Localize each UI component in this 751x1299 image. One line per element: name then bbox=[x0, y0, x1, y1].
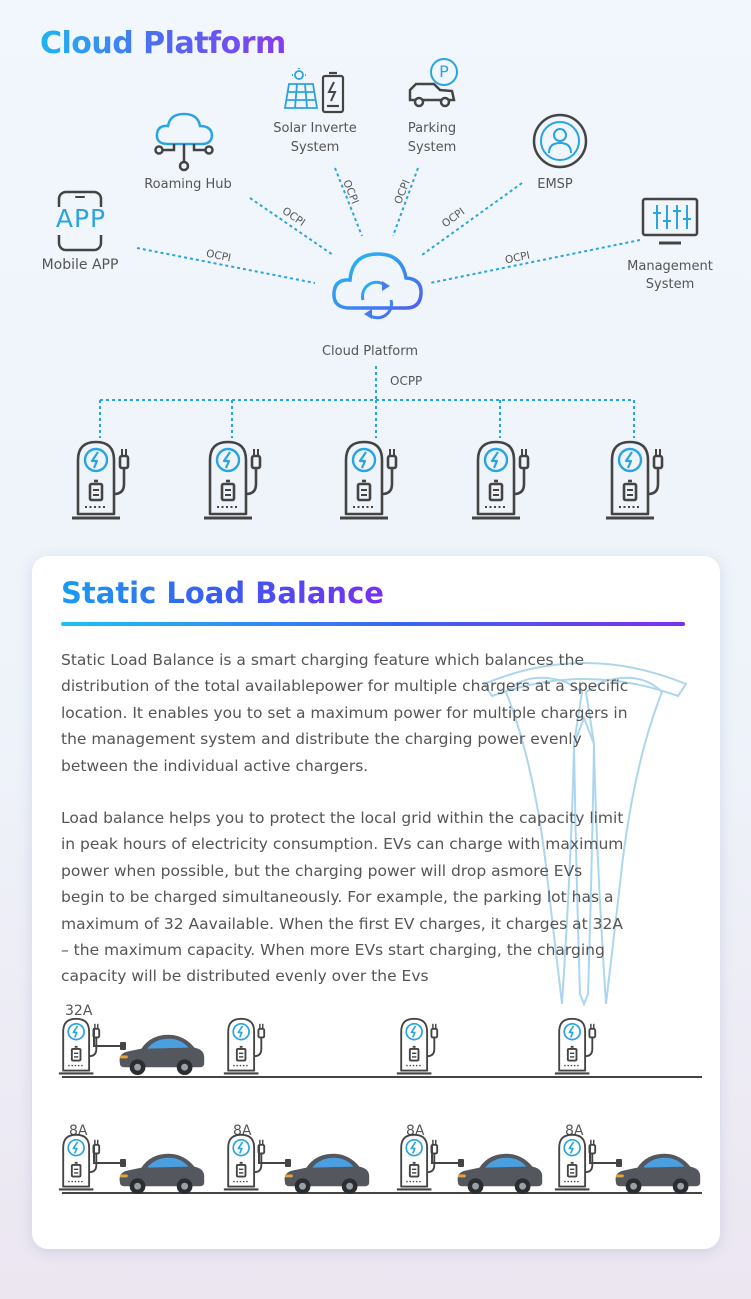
cloud-sync-icon bbox=[330, 248, 426, 330]
paragraph-1 bbox=[61, 647, 661, 779]
paragraph-line: Static Load Balance is a smart charging feature which balances the bbox=[61, 651, 584, 669]
electric-car-icon bbox=[281, 1147, 371, 1196]
parking-icon-letter: P bbox=[439, 62, 449, 81]
mobile-app-label: Mobile APP bbox=[41, 257, 119, 273]
ocpi-label-parking: OCPI bbox=[392, 178, 413, 206]
scenario2-current-label-4: 8A bbox=[565, 1123, 584, 1139]
electric-car-icon bbox=[612, 1147, 702, 1196]
scenario2-current-label-2: 8A bbox=[233, 1123, 252, 1139]
paragraph-line: location. It enables you to set a maximum power for multiple chargers in bbox=[61, 703, 628, 722]
title-underline bbox=[61, 622, 685, 626]
app-icon-text: APP bbox=[55, 204, 107, 233]
solar-inverter-label-line2: System bbox=[290, 140, 340, 155]
ocpi-label-emsp: OCPI bbox=[439, 205, 468, 231]
ocpi-label-solar: OCPI bbox=[340, 178, 361, 206]
user-circle-icon bbox=[532, 113, 588, 169]
paragraph-line: distribution of the total availablepower for multiple chargers at a specific bbox=[61, 677, 629, 696]
ev-charger-icon bbox=[221, 1013, 271, 1078]
cloud-platform-label: Cloud Platform bbox=[321, 344, 419, 359]
ev-charger-icon bbox=[200, 434, 270, 524]
paragraph-line: the management system and distribute the charging power evenly bbox=[61, 730, 582, 749]
static-load-balance-card bbox=[32, 556, 720, 1249]
ev-charger-icon bbox=[394, 1013, 444, 1078]
paragraph-line: power when possible, but the charging power will drop asmore EVs bbox=[61, 861, 583, 880]
scenario1-current-label: 32A bbox=[65, 1003, 93, 1019]
ev-charger-icon bbox=[68, 434, 138, 524]
parking-car-icon bbox=[406, 58, 462, 110]
paragraph-line: – the maximum capacity. When more EVs start charging, the charging bbox=[61, 941, 605, 960]
ev-charger-icon bbox=[552, 1013, 602, 1078]
management-system-label-line1: Management bbox=[627, 259, 713, 274]
paragraph-2 bbox=[61, 805, 661, 990]
solar-panel-battery-icon bbox=[283, 68, 347, 114]
electric-car-icon bbox=[116, 1028, 206, 1077]
paragraph-line: between the individual active chargers. bbox=[61, 756, 369, 775]
electric-car-icon bbox=[454, 1147, 544, 1196]
parking-system-label-line2: System bbox=[407, 140, 457, 155]
scenario2-current-label-1: 8A bbox=[69, 1123, 88, 1139]
ocpi-label-mobile: OCPI bbox=[205, 247, 232, 265]
ocpp-label: OCPP bbox=[390, 374, 423, 388]
management-system-label-line2: System bbox=[645, 277, 695, 292]
scenario2-current-label-3: 8A bbox=[406, 1123, 425, 1139]
ocpi-label-management: OCPI bbox=[504, 249, 532, 267]
roaming-hub-label: Roaming Hub bbox=[144, 177, 232, 192]
cloud-network-icon bbox=[154, 112, 218, 172]
paragraph-line: capacity will be distributed evenly over the Evs bbox=[61, 967, 429, 986]
ev-charger-icon bbox=[468, 434, 538, 524]
paragraph-line: in peak hours of electricity consumption. EVs can charge with maximum bbox=[61, 835, 624, 854]
ocpi-label-roaming: OCPI bbox=[279, 205, 308, 229]
ev-charger-icon bbox=[336, 434, 406, 524]
monitor-sliders-icon bbox=[641, 197, 699, 247]
paragraph-line: maximum of 32 Aavailable. When the first EV charges, it charges at 32A bbox=[61, 914, 624, 933]
paragraph-line: Load balance helps you to protect the local grid within the capacity limit bbox=[61, 809, 624, 827]
emsp-label: EMSP bbox=[537, 177, 573, 192]
page-title: Cloud Platform bbox=[40, 26, 286, 61]
parking-system-label-line1: Parking bbox=[407, 121, 457, 136]
paragraph-line: begin to be charged simultaneously. For example, the parking lot has a bbox=[61, 888, 614, 907]
ev-charger-icon bbox=[602, 434, 672, 524]
solar-inverter-label-line1: Solar Inverte bbox=[273, 121, 357, 136]
electric-car-icon bbox=[116, 1147, 206, 1196]
section-title: Static Load Balance bbox=[61, 576, 384, 610]
